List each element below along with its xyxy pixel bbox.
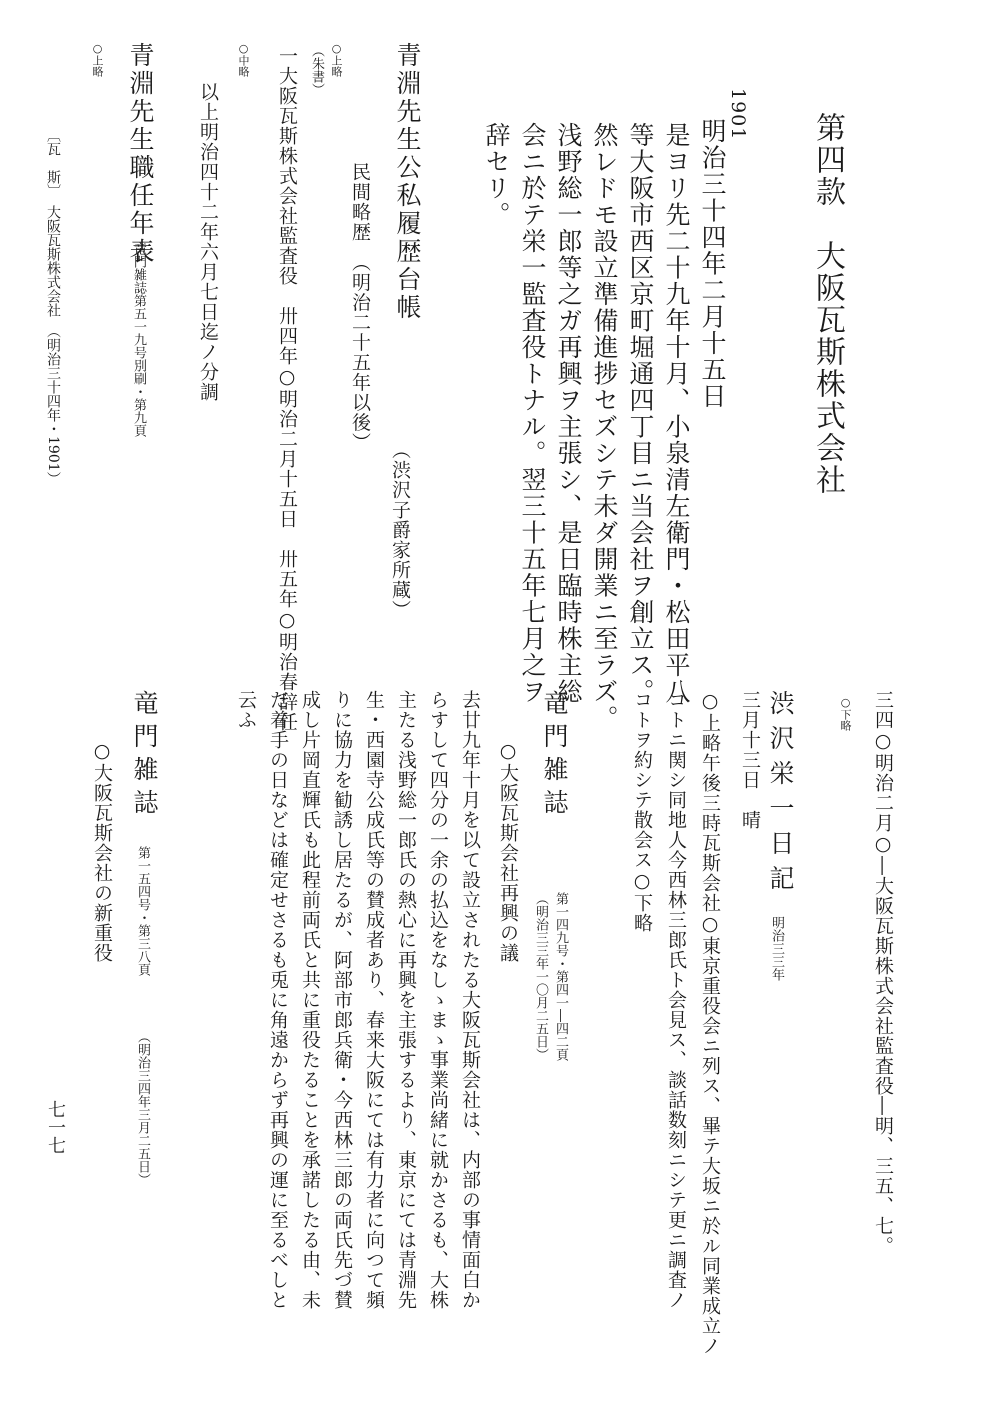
source-holder: （渋沢子爵家所蔵） xyxy=(389,440,411,620)
red-ink-note: （朱書） xyxy=(309,44,324,96)
diary-line: コトヲ約シテ散会ス○下略 xyxy=(631,690,653,933)
article-line: りに協力を勧誘し居たるが、阿部市郎兵衛・今西林三郎の両氏先づ賛 xyxy=(331,690,353,1310)
page-number: 七一七 xyxy=(45,1100,66,1154)
source-title: 青淵先生職任年表 xyxy=(126,42,155,266)
diary-title: 渋沢栄一日記 xyxy=(766,690,795,900)
omission-note: ○中略 xyxy=(237,42,250,77)
omission-note: ○上略 xyxy=(330,42,343,77)
body-line: 浅野総一郎等之ガ再興ヲ主張シ、是日臨時株主総 xyxy=(554,122,583,705)
magazine-title: 竜門雑誌 xyxy=(540,690,569,822)
article-title: ○大阪瓦斯会社再興の議 xyxy=(497,740,519,963)
period-note: 以上明治四十二年六月七日迄ノ分調 xyxy=(197,82,219,402)
magazine-reference: 第一五四号・第三八頁 xyxy=(135,846,150,976)
article-line: 生・西園寺公成氏等の賛成者あり、春来大阪にては有力者に向つて頻 xyxy=(363,690,385,1310)
omission-note: ○上略 xyxy=(91,42,104,77)
magazine-title: 竜門雑誌 xyxy=(130,690,159,822)
article-line: 成し片岡直輝氏も此程前両氏と共に重役たることを承諾したる由、未 xyxy=(299,690,321,1310)
article-title: ○大阪瓦斯会社の新重役 xyxy=(91,740,113,963)
source-title: 青淵先生公私履歴台帳 xyxy=(393,42,422,322)
omission-note: ○下略 xyxy=(839,696,852,731)
magazine-date: （明治三三年一〇月二五日） xyxy=(533,892,548,1061)
body-line: 是ヨリ先二十九年十月、小泉清左衛門・松田平八 xyxy=(662,122,691,705)
article-line: 云ふ xyxy=(235,690,257,730)
body-line: 然レドモ設立準備進捗セズシテ未ダ開業ニ至ラズ。 xyxy=(590,122,619,732)
diary-line: コトニ関シ同地人今西林三郎氏ト会見ス、談話数刻ニシテ更ニ調査ノ xyxy=(665,690,687,1310)
source-reference: 竜門雑誌第五一九号別刷・第九頁 xyxy=(131,242,146,437)
year-note: 1901 xyxy=(727,88,749,141)
source-subtitle: 民間略歴 （明治二十五年以後） xyxy=(349,162,371,453)
body-line: 等大阪市西区京町堀通四丁目ニ当会社ヲ創立ス。 xyxy=(626,122,655,705)
diary-date: 三月十三日 晴 xyxy=(739,690,761,830)
running-head: 〔瓦 斯〕 大阪瓦斯株式会社 （明治三十四年・1901） xyxy=(45,128,61,486)
date-line: 明治三十四年二月十五日 xyxy=(698,118,727,410)
tenure-entry: 三四○明治二月○―大阪瓦斯株式会社監査役―明、三五、七。 xyxy=(872,690,894,1256)
body-line: 辞セリ。 xyxy=(482,122,511,228)
article-line: らすして四分の一余の払込をなしゝまゝ事業尚緒に就かさるも、大株 xyxy=(427,690,449,1310)
article-line: 去廿九年十月を以て設立されたる大阪瓦斯会社は、内部の事情面白か xyxy=(459,690,481,1310)
article-line: だ着手の日などは確定せさるも兎に角遠からず再興の運に至るべしと xyxy=(267,690,289,1310)
magazine-reference: 第一四九号・第四一―四二頁 xyxy=(553,892,568,1061)
record-entry: 一大阪瓦斯株式会社監査役 卅四年○明治二月十五日 卅五年○明治春辞任 xyxy=(276,46,298,732)
diary-line: ○上略午後三時瓦斯会社○東京重役会ニ列ス、畢テ大坂ニ於ル同業成立ノ xyxy=(699,690,721,1356)
diary-year: 明治三三年 xyxy=(769,916,784,981)
body-line: 会ニ於テ栄一監査役トナル。翌三十五年七月之ヲ xyxy=(518,122,547,705)
article-line: 主たる浅野総一郎氏の熱心に再興を主張するより、東京にては青淵先 xyxy=(395,690,417,1310)
section-heading: 第四款 大阪瓦斯株式会社 xyxy=(810,112,845,496)
magazine-date: （明治三四年三月二五日） xyxy=(135,1030,150,1186)
